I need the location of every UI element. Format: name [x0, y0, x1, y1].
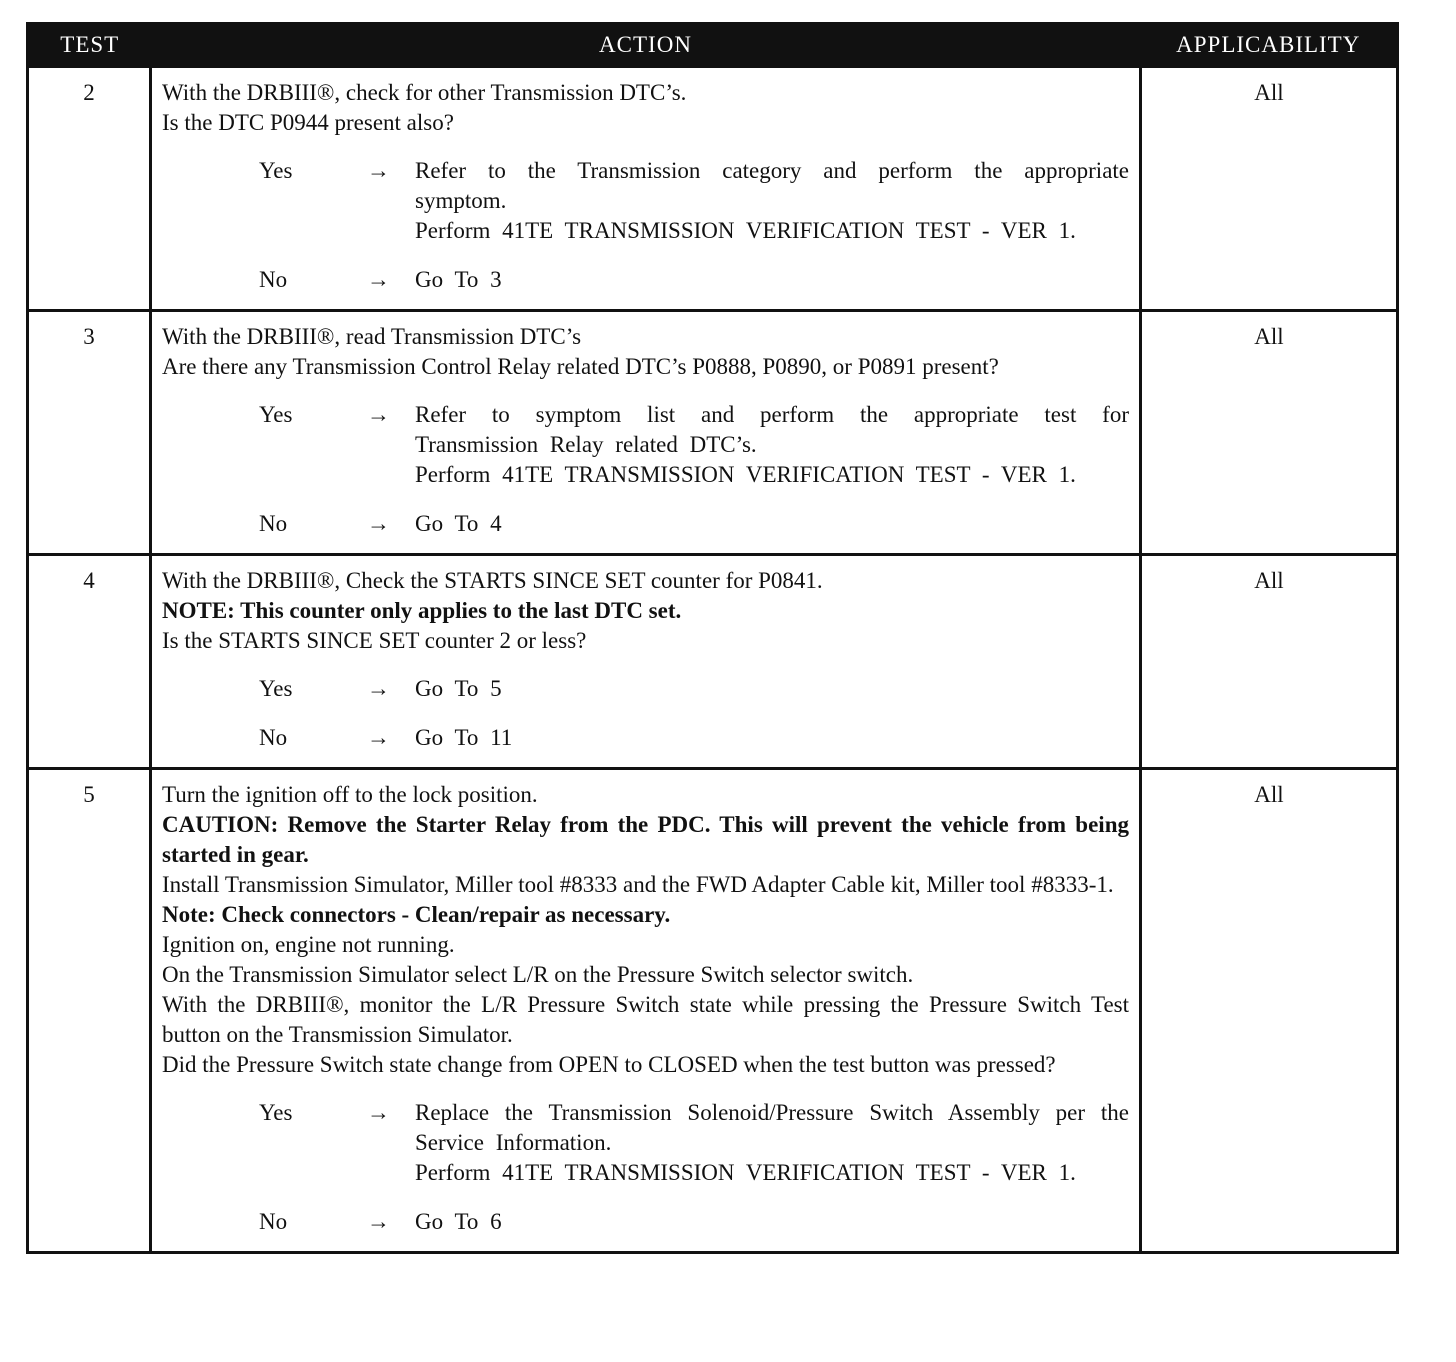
answer-branches: [162, 156, 1129, 295]
yes-result: [415, 400, 1129, 490]
yes-result: [415, 674, 1129, 704]
yes-result-line: Refer to the Transmission category and perform the appropriate symptom.: [415, 158, 1129, 213]
action-text: With the DRBIII®, read Transmission DTC’s: [162, 324, 582, 349]
header-test: TEST: [28, 24, 151, 67]
no-branch: [259, 265, 1129, 295]
yes-branch: [259, 156, 1129, 246]
no-label: No: [259, 1209, 288, 1234]
test-number: 4: [28, 555, 151, 769]
right-arrow-icon: →: [367, 511, 390, 536]
no-branch: [259, 723, 1129, 753]
answer-branches: [162, 1098, 1129, 1237]
yes-result: [415, 156, 1129, 246]
action-text: Install Transmission Simulator, Miller tool #8333 and the FWD Adapter Cable kit, Miller tool #8333-1.: [162, 872, 1114, 897]
applicability-value: All: [1141, 555, 1398, 769]
yes-branch: [259, 400, 1129, 490]
yes-result-line: Replace the Transmission Solenoid/Pressure Switch Assembly per the Service Information.: [415, 1100, 1129, 1155]
diagnostic-test-table: [26, 22, 1399, 1254]
yes-label: Yes: [259, 402, 293, 427]
yes-result-line: Perform 41TE TRANSMISSION VERIFICATION TEST - VER 1.: [415, 218, 1076, 243]
no-result: Go To 4: [415, 511, 502, 536]
table-row: [28, 769, 1398, 1253]
right-arrow-icon: →: [367, 725, 390, 750]
action-text: With the DRBIII®, monitor the L/R Pressure Switch state while pressing the Pressure Switch Test button on the Transmission Simulator.: [162, 992, 1129, 1047]
action-note: Note: Check connectors - Clean/repair as necessary.: [162, 902, 671, 927]
no-result: Go To 11: [415, 725, 513, 750]
yes-label: Yes: [259, 158, 293, 183]
action-text: Did the Pressure Switch state change from OPEN to CLOSED when the test button was pressed?: [162, 1052, 1056, 1077]
no-branch: [259, 509, 1129, 539]
answer-branches: [162, 400, 1129, 539]
action-text: Are there any Transmission Control Relay related DTC’s P0888, P0890, or P0891 present?: [162, 354, 999, 379]
applicability-value: All: [1141, 67, 1398, 311]
yes-result-line: Go To 5: [415, 676, 502, 701]
table-row: [28, 555, 1398, 769]
yes-result-line: Refer to symptom list and perform the appropriate test for Transmission Relay related DTC’s.: [415, 402, 1129, 457]
right-arrow-icon: →: [367, 158, 390, 183]
right-arrow-icon: →: [367, 1100, 390, 1125]
right-arrow-icon: →: [367, 1209, 390, 1234]
table-header-row: [28, 24, 1398, 67]
answer-branches: [162, 674, 1129, 753]
yes-branch: [259, 674, 1129, 704]
action-text: With the DRBIII®, Check the STARTS SINCE SET counter for P0841.: [162, 568, 823, 593]
applicability-value: All: [1141, 769, 1398, 1253]
no-result: Go To 6: [415, 1209, 502, 1234]
table-row: [28, 311, 1398, 555]
action-note: CAUTION: Remove the Starter Relay from the PDC. This will prevent the vehicle from being started in gear.: [162, 812, 1129, 867]
header-applicability: APPLICABILITY: [1141, 24, 1398, 67]
no-label: No: [259, 725, 288, 750]
yes-branch: [259, 1098, 1129, 1188]
test-number: 2: [28, 67, 151, 311]
yes-result: [415, 1098, 1129, 1188]
right-arrow-icon: →: [367, 267, 390, 292]
no-label: No: [259, 511, 288, 536]
action-text: Is the DTC P0944 present also?: [162, 110, 454, 135]
action-text: Ignition on, engine not running.: [162, 932, 455, 957]
no-branch: [259, 1207, 1129, 1237]
action-cell: [151, 555, 1141, 769]
action-cell: [151, 67, 1141, 311]
yes-label: Yes: [259, 676, 293, 701]
no-result: Go To 3: [415, 267, 502, 292]
right-arrow-icon: →: [367, 676, 390, 701]
action-cell: [151, 311, 1141, 555]
action-text: Is the STARTS SINCE SET counter 2 or less?: [162, 628, 587, 653]
action-note: NOTE: This counter only applies to the last DTC set.: [162, 598, 682, 623]
header-action: ACTION: [151, 24, 1141, 67]
yes-label: Yes: [259, 1100, 293, 1125]
test-number: 5: [28, 769, 151, 1253]
right-arrow-icon: →: [367, 402, 390, 427]
no-label: No: [259, 267, 288, 292]
table-row: [28, 67, 1398, 311]
action-text: On the Transmission Simulator select L/R on the Pressure Switch selector switch.: [162, 962, 914, 987]
action-cell: [151, 769, 1141, 1253]
action-text: Turn the ignition off to the lock position.: [162, 782, 538, 807]
applicability-value: All: [1141, 311, 1398, 555]
test-number: 3: [28, 311, 151, 555]
yes-result-line: Perform 41TE TRANSMISSION VERIFICATION TEST - VER 1.: [415, 462, 1076, 487]
action-text: With the DRBIII®, check for other Transmission DTC’s.: [162, 80, 687, 105]
yes-result-line: Perform 41TE TRANSMISSION VERIFICATION TEST - VER 1.: [415, 1160, 1076, 1185]
